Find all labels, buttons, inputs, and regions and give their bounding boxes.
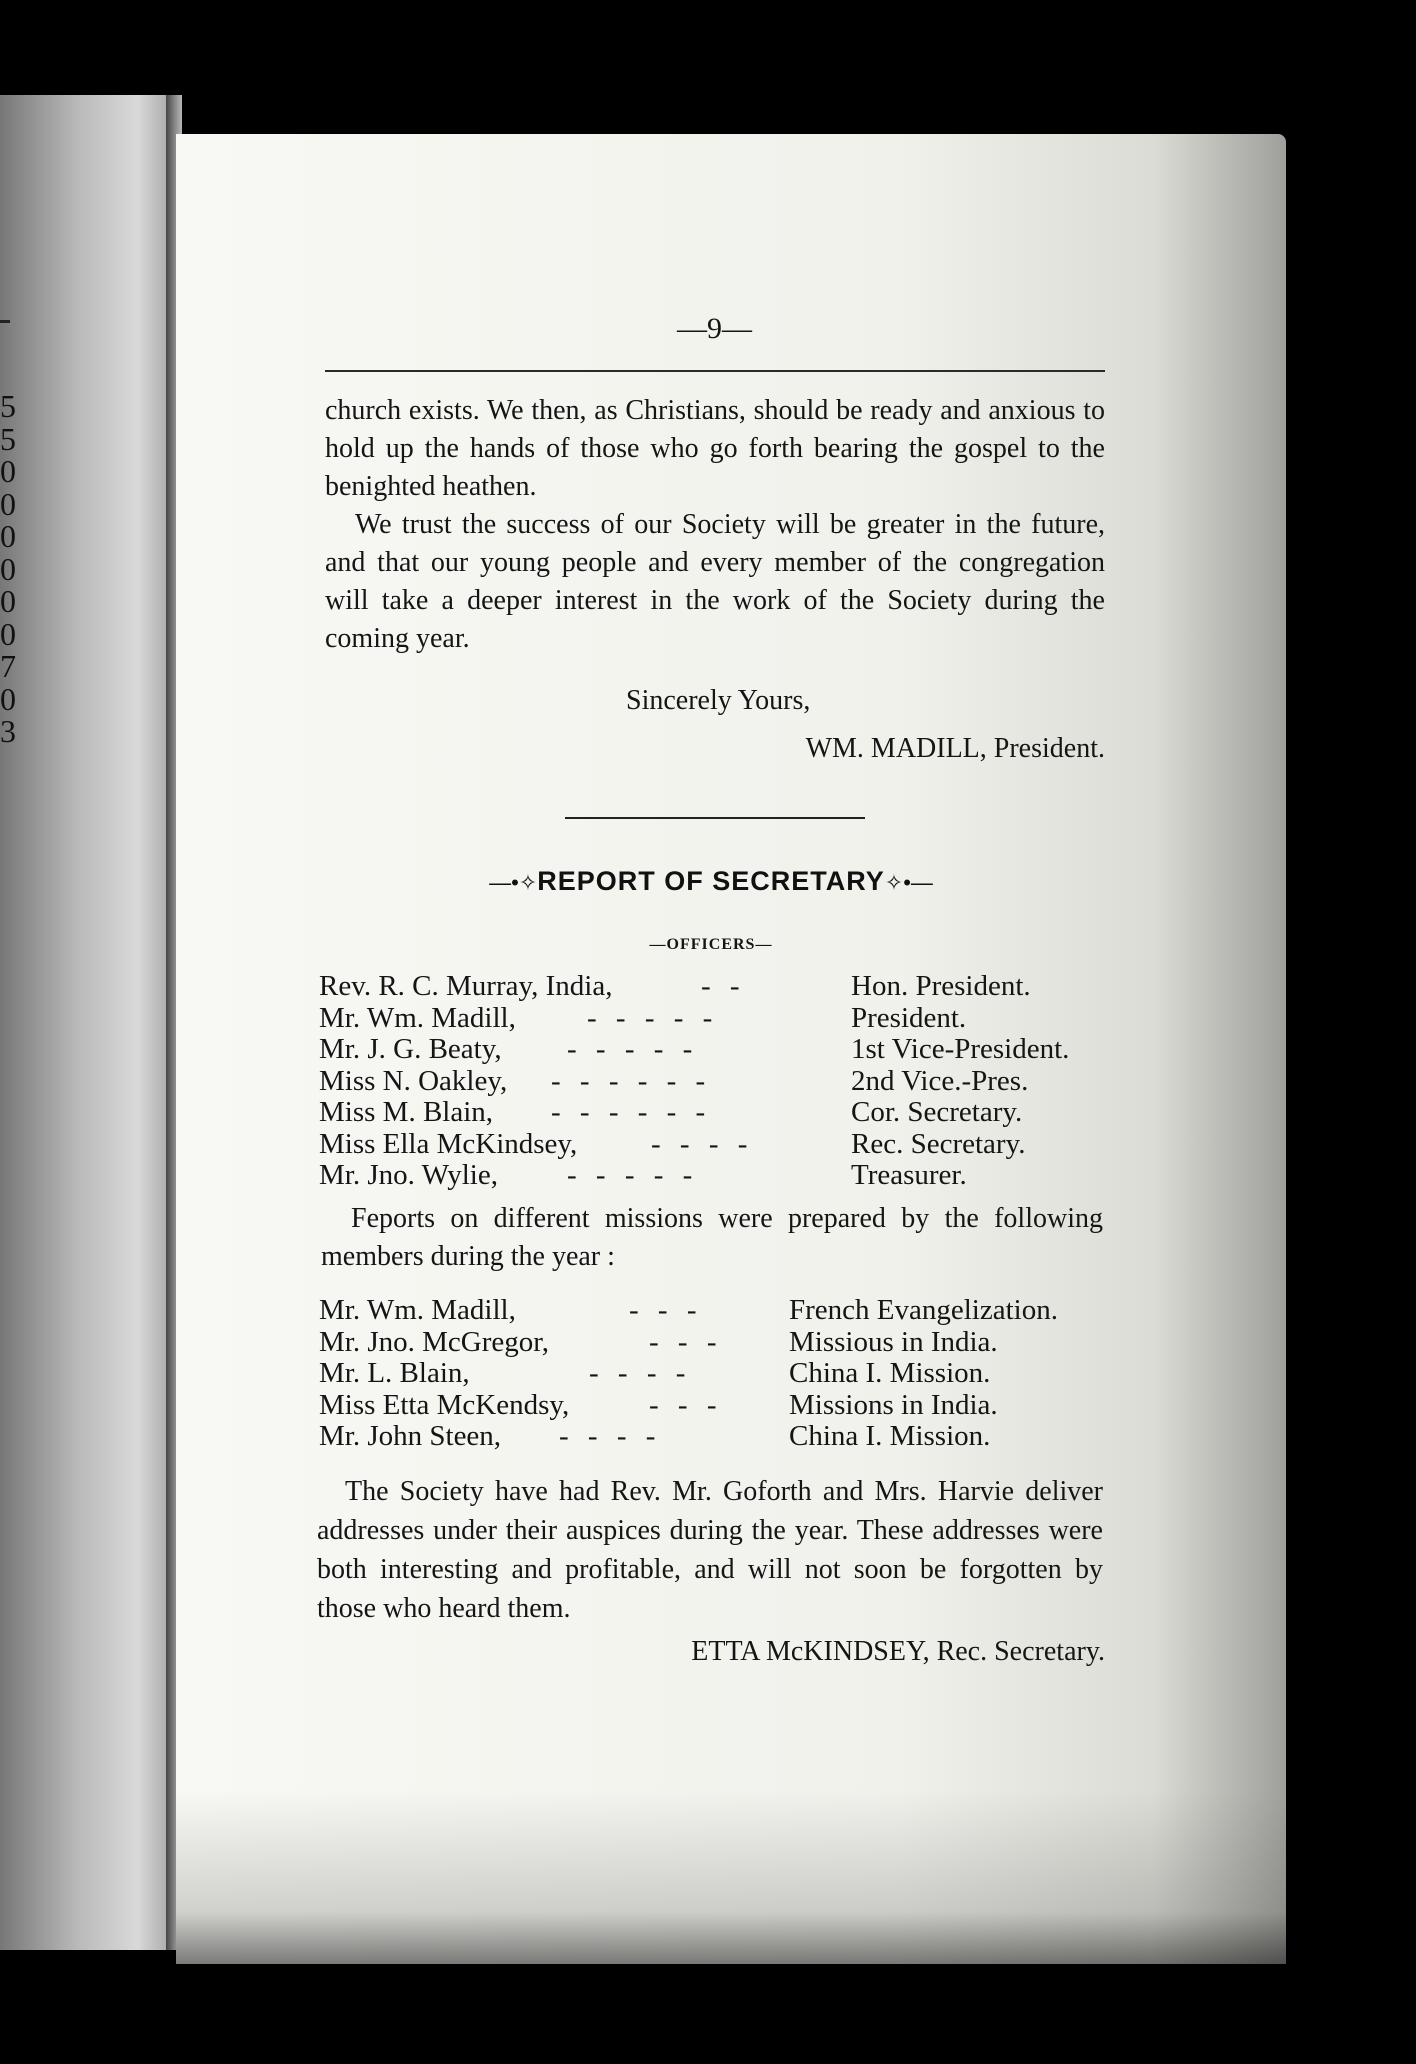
reporter-row <box>319 1389 1105 1421</box>
officer-row-name: Mr. Wm. Madill, <box>319 1001 516 1034</box>
officer-row-leader: - - - - <box>651 1127 754 1160</box>
officer-row-leader: - - - - - - <box>551 1064 712 1097</box>
facing-page-edge <box>0 95 172 1950</box>
officers-heading: —OFFICERS— <box>649 936 773 953</box>
reporter-row-topic: French Evangelization. <box>789 1294 1058 1326</box>
reporter-row-leader: - - - <box>649 1388 723 1421</box>
reporter-row-topic: China I. Mission. <box>789 1420 991 1452</box>
officer-row-role: Rec. Secretary. <box>851 1127 1026 1160</box>
officer-row <box>319 1033 1105 1065</box>
heading-ornament-left: —•✧ <box>489 870 538 895</box>
reporter-row <box>319 1294 1105 1326</box>
officer-row <box>319 1002 1105 1034</box>
officer-row-leader: - - - - - <box>567 1033 699 1065</box>
reporter-row-name: Mr. Wm. Madill, <box>319 1294 516 1326</box>
letter-paragraph-1: church exists. We then, as Christians, should be ready and anxious to hold up the hands of those who go forth bearing the gospel to the benighted heathen. <box>325 395 1105 502</box>
officer-row <box>319 1065 1105 1097</box>
officer-row-leader: - - - - - - <box>551 1096 712 1128</box>
officer-row-role: Treasurer. <box>851 1159 967 1191</box>
reporter-row <box>319 1420 1105 1452</box>
officer-row-role: President. <box>851 1001 967 1034</box>
facing-page-digit: 5 <box>0 388 16 424</box>
letter-signature: WM. MADILL, President. <box>805 733 1105 764</box>
officer-row <box>319 1159 1105 1191</box>
facing-page-digit: 0 <box>0 583 16 619</box>
letter-closing: Sincerely Yours, <box>626 685 811 716</box>
closing-paragraph: The Society have had Rev. Mr. Goforth and Mrs. Harvie deliver addresses under their auspices during the year. These addresses were both interesting and profitable, and will not soon be forgotten by those who heard them. <box>317 1476 1103 1624</box>
reporter-row <box>319 1357 1105 1389</box>
reporter-row-name: Mr. L. Blain, <box>319 1357 470 1389</box>
report-heading <box>317 862 1105 902</box>
facing-page-digit: 3 <box>0 713 16 749</box>
heading-ornament-right: ✧•— <box>884 870 933 895</box>
officer-row-name: Miss N. Oakley, <box>319 1064 508 1097</box>
officer-row-name: Miss M. Blain, <box>319 1096 494 1128</box>
reporter-row-leader: - - - <box>629 1294 703 1326</box>
officer-row-name: Miss Ella McKindsey, <box>319 1127 578 1160</box>
margin-dash <box>0 320 10 323</box>
officer-row <box>319 1096 1105 1128</box>
facing-page-digit: 0 <box>0 550 16 587</box>
officer-row-leader: - - - - - <box>587 1001 719 1034</box>
officer-row-leader: - - - - - <box>567 1159 699 1191</box>
facing-page-digit: 0 <box>0 518 16 554</box>
reporter-row-name: Mr. Jno. McGregor, <box>319 1325 550 1358</box>
officer-row <box>319 1128 1105 1160</box>
officer-row <box>319 970 1105 1002</box>
facing-page-digit: 0 <box>0 485 16 522</box>
page-number: —9— <box>677 312 752 345</box>
reports-intro: Feports on different missions were prepared by the following members during the year : <box>321 1203 1103 1272</box>
facing-page-digit: 7 <box>0 648 16 684</box>
letter-paragraph-2: We trust the success of our Society will be greater in the future, and that our young people and every member of the congregation will take a deeper interest in the work of the Society during the coming year. <box>325 509 1105 654</box>
officer-row-role: Cor. Secretary. <box>851 1096 1023 1128</box>
facing-page-digits <box>0 390 22 748</box>
report-heading-text: REPORT OF SECRETARY <box>537 866 885 896</box>
facing-page-digit: 0 <box>0 453 16 489</box>
officer-row-name: Rev. R. C. Murray, India, <box>319 970 613 1002</box>
officer-row-role: Hon. President. <box>851 970 1031 1002</box>
page-shadow <box>176 1790 1286 1964</box>
section-divider <box>565 817 865 819</box>
officer-row-name: Mr. Jno. Wylie, <box>319 1159 498 1191</box>
reporter-row-leader: - - - <box>649 1325 723 1358</box>
secretary-signature: ETTA McKINDSEY, Rec. Secretary. <box>691 1636 1105 1667</box>
reporter-row-topic: China I. Mission. <box>789 1357 991 1389</box>
reporter-row-leader: - - - - <box>559 1420 662 1452</box>
reporter-row-leader: - - - - <box>589 1357 692 1389</box>
reporter-row-name: Miss Etta McKendsy, <box>319 1388 570 1421</box>
reporter-row <box>319 1326 1105 1358</box>
officer-row-name: Mr. J. G. Beaty, <box>319 1033 502 1065</box>
officer-row-role: 2nd Vice.-Pres. <box>851 1064 1029 1097</box>
facing-page-digit: 0 <box>0 615 16 652</box>
officer-row-leader: - - <box>701 970 746 1002</box>
reporter-row-topic: Missions in India. <box>789 1388 998 1421</box>
reporter-row-name: Mr. John Steen, <box>319 1420 502 1452</box>
facing-page-digit: 0 <box>0 680 16 717</box>
header-rule <box>325 370 1105 372</box>
officer-row-role: 1st Vice-President. <box>851 1033 1070 1065</box>
reporter-row-topic: Missious in India. <box>789 1325 998 1358</box>
page-content <box>317 300 1107 1800</box>
facing-page-digit: 5 <box>0 420 16 457</box>
